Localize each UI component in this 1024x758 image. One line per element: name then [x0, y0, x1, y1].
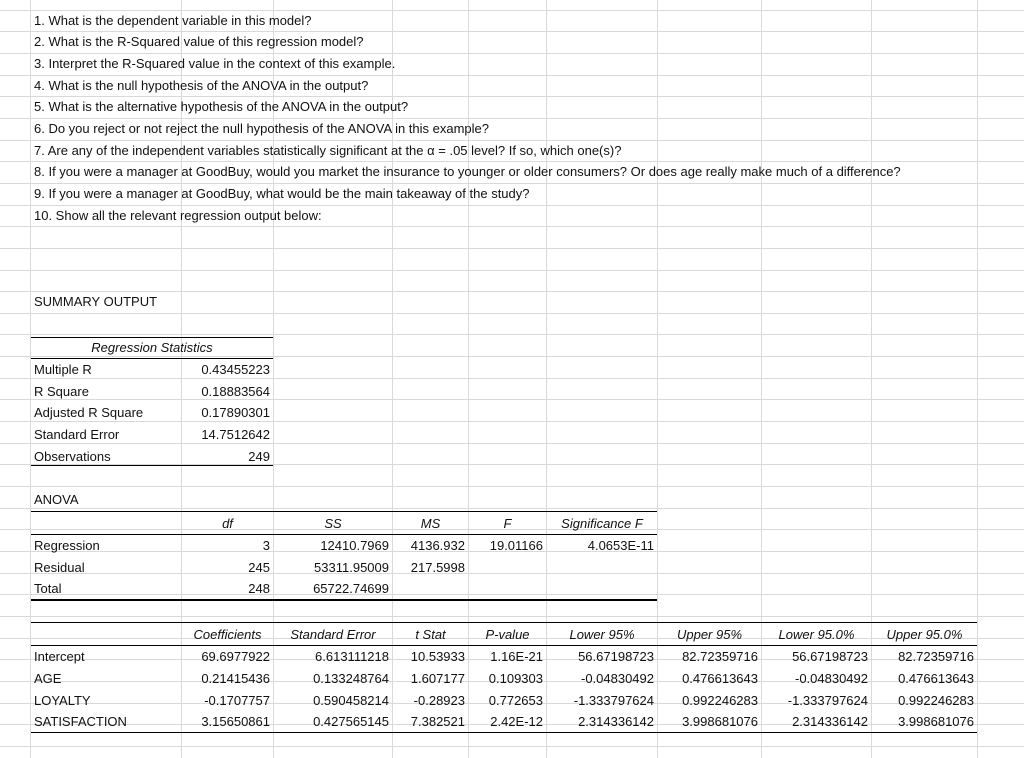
- coef-cell[interactable]: 0.992246283: [898, 693, 974, 708]
- grid-line: [0, 573, 1024, 574]
- grid-line: [0, 334, 1024, 335]
- coef-cell[interactable]: 0.133248764: [313, 671, 389, 686]
- stat-value-standard-error[interactable]: 14.7512642: [201, 427, 270, 442]
- coef-cell[interactable]: 56.67198723: [792, 649, 868, 664]
- coef-label-intercept[interactable]: Intercept: [34, 649, 85, 664]
- table-rule: [31, 599, 657, 601]
- coef-header-lower-95-0[interactable]: Lower 95.0%: [778, 627, 855, 642]
- coef-cell[interactable]: 56.67198723: [578, 649, 654, 664]
- anova-ms-regression[interactable]: 4136.932: [410, 538, 465, 553]
- grid-line: [977, 0, 978, 758]
- coef-header-standard-error[interactable]: Standard Error: [290, 627, 376, 642]
- question-1[interactable]: 1. What is the dependent variable in this model?: [34, 13, 312, 28]
- stat-label-multiple-r[interactable]: Multiple R: [34, 362, 92, 377]
- coef-cell[interactable]: 3.998681076: [682, 714, 758, 729]
- coef-cell[interactable]: 2.42E-12: [490, 714, 543, 729]
- anova-title[interactable]: ANOVA: [34, 492, 79, 507]
- coef-cell[interactable]: -0.04830492: [794, 671, 868, 686]
- grid-line: [0, 486, 1024, 487]
- grid-line: [0, 421, 1024, 422]
- question-2[interactable]: 2. What is the R-Squared value of this regression model?: [34, 34, 364, 49]
- question-10[interactable]: 10. Show all the relevant regression output below:: [34, 208, 322, 223]
- anova-df-residual[interactable]: 245: [248, 560, 270, 575]
- coef-header-t-stat[interactable]: t Stat: [415, 627, 446, 642]
- anova-significance-f-regression[interactable]: 4.0653E-11: [587, 538, 654, 553]
- coef-cell[interactable]: 0.427565145: [313, 714, 389, 729]
- coef-label-satisfaction[interactable]: SATISFACTION: [34, 714, 127, 729]
- coef-cell[interactable]: 0.21415436: [201, 671, 270, 686]
- coef-cell[interactable]: 69.6977922: [201, 649, 270, 664]
- coef-cell[interactable]: -0.28923: [413, 693, 465, 708]
- coef-cell[interactable]: -1.333797624: [573, 693, 654, 708]
- question-6[interactable]: 6. Do you reject or not reject the null hypothesis of the ANOVA in this example?: [34, 121, 490, 136]
- coef-cell[interactable]: 0.992246283: [682, 693, 758, 708]
- coef-cell[interactable]: 3.15650861: [201, 714, 270, 729]
- coef-cell[interactable]: 82.72359716: [898, 649, 974, 664]
- coef-cell[interactable]: -0.04830492: [580, 671, 654, 686]
- stat-label-observations[interactable]: Observations: [34, 449, 111, 464]
- question-4[interactable]: 4. What is the null hypothesis of the ANOVA in the output?: [34, 78, 369, 93]
- coef-cell[interactable]: 1.607177: [410, 671, 465, 686]
- stat-value-multiple-r[interactable]: 0.43455223: [201, 362, 270, 377]
- anova-header-ms[interactable]: MS: [420, 516, 441, 531]
- coef-header-upper-95-0[interactable]: Upper 95.0%: [886, 627, 963, 642]
- table-rule: [31, 622, 977, 623]
- coef-cell[interactable]: -1.333797624: [787, 693, 868, 708]
- grid-line: [0, 313, 1024, 314]
- anova-header-df[interactable]: df: [222, 516, 233, 531]
- anova-header-significance-f[interactable]: Significance F: [561, 516, 643, 531]
- grid-line: [0, 443, 1024, 444]
- coef-cell[interactable]: 0.476613643: [682, 671, 758, 686]
- coef-cell[interactable]: 2.314336142: [792, 714, 868, 729]
- stat-label-standard-error[interactable]: Standard Error: [34, 427, 120, 442]
- table-rule: [31, 465, 273, 466]
- stat-value-observations[interactable]: 249: [248, 449, 270, 464]
- stat-label-r-square[interactable]: R Square: [34, 384, 89, 399]
- coef-cell[interactable]: 0.772653: [488, 693, 543, 708]
- question-5[interactable]: 5. What is the alternative hypothesis of the ANOVA in the output?: [34, 99, 409, 114]
- regression-statistics-title[interactable]: Regression Statistics: [91, 340, 213, 355]
- summary-output-title[interactable]: SUMMARY OUTPUT: [34, 294, 158, 309]
- anova-df-total[interactable]: 248: [248, 581, 270, 596]
- grid-line: [0, 594, 1024, 595]
- grid-line: [0, 399, 1024, 400]
- grid-line: [0, 746, 1024, 747]
- anova-ss-regression[interactable]: 12410.7969: [320, 538, 389, 553]
- grid-line: [0, 248, 1024, 249]
- stat-value-adjusted-r-square[interactable]: 0.17890301: [201, 405, 270, 420]
- anova-ss-total[interactable]: 65722.74699: [313, 581, 389, 596]
- question-8[interactable]: 8. If you were a manager at GoodBuy, would you market the insurance to younger or older consumers? Or does age really make much of a difference?: [34, 164, 901, 179]
- grid-line: [0, 270, 1024, 271]
- anova-df-regression[interactable]: 3: [262, 538, 270, 553]
- anova-header-f[interactable]: F: [503, 516, 512, 531]
- anova-label-regression[interactable]: Regression: [34, 538, 100, 553]
- table-rule: [31, 511, 657, 512]
- anova-ss-residual[interactable]: 53311.95009: [314, 560, 389, 575]
- question-3[interactable]: 3. Interpret the R-Squared value in the context of this example.: [34, 56, 396, 71]
- coef-cell[interactable]: 3.998681076: [898, 714, 974, 729]
- coef-cell[interactable]: 0.476613643: [898, 671, 974, 686]
- coef-label-age[interactable]: AGE: [34, 671, 62, 686]
- coef-header-lower-95[interactable]: Lower 95%: [569, 627, 635, 642]
- coef-cell[interactable]: 7.382521: [410, 714, 465, 729]
- coef-label-loyalty[interactable]: LOYALTY: [34, 693, 91, 708]
- anova-label-total[interactable]: Total: [34, 581, 62, 596]
- anova-f-regression[interactable]: 19.01166: [489, 538, 543, 553]
- coef-header-upper-95[interactable]: Upper 95%: [676, 627, 743, 642]
- coef-cell[interactable]: 0.109303: [488, 671, 543, 686]
- grid-line: [0, 508, 1024, 509]
- table-rule: [31, 732, 977, 733]
- question-9[interactable]: 9. If you were a manager at GoodBuy, what would be the main takeaway of the study?: [34, 186, 530, 201]
- coef-cell[interactable]: 10.53933: [410, 649, 465, 664]
- grid-line: [0, 378, 1024, 379]
- anova-label-residual[interactable]: Residual: [34, 560, 85, 575]
- coef-cell[interactable]: 82.72359716: [682, 649, 758, 664]
- anova-ms-residual[interactable]: 217.5998: [410, 560, 465, 575]
- coef-cell[interactable]: 2.314336142: [578, 714, 654, 729]
- question-7[interactable]: 7. Are any of the independent variables statistically significant at the α = .05 level? If so, which one(s)?: [34, 143, 622, 158]
- anova-header-ss[interactable]: SS: [324, 516, 342, 531]
- grid-line: [0, 616, 1024, 617]
- coef-cell[interactable]: 0.590458214: [313, 693, 389, 708]
- stat-label-adjusted-r-square[interactable]: Adjusted R Square: [34, 405, 144, 420]
- coef-cell[interactable]: 1.16E-21: [490, 649, 543, 664]
- stat-value-r-square[interactable]: 0.18883564: [201, 384, 270, 399]
- coef-header-p-value[interactable]: P-value: [485, 627, 530, 642]
- coef-cell[interactable]: 6.613111218: [315, 649, 389, 664]
- coef-header-coefficients[interactable]: Coefficients: [193, 627, 262, 642]
- coef-cell[interactable]: -0.1707757: [204, 693, 270, 708]
